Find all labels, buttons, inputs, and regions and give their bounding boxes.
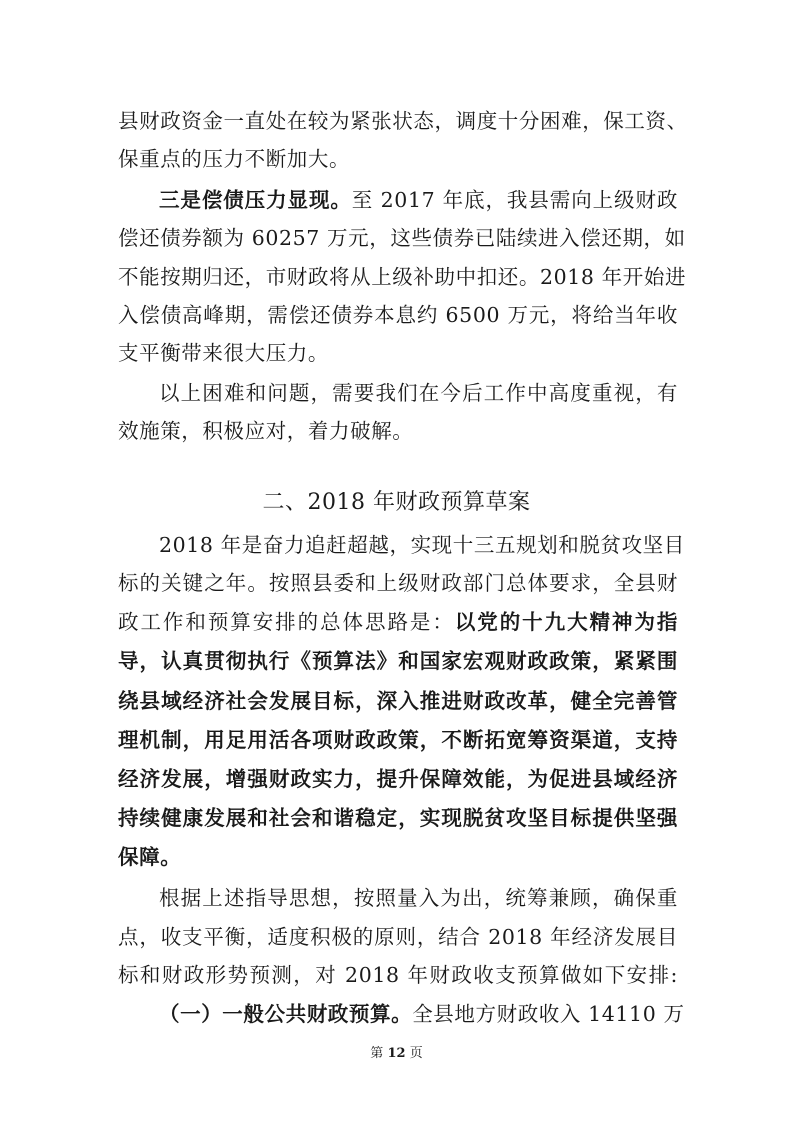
body-line: 效施策，积极应对，着力破解。: [118, 419, 414, 443]
page-number: 12: [387, 1046, 406, 1061]
section-heading: 二、2018 年财政预算草案: [262, 490, 531, 515]
bold-lead-debt: 三是偿债压力显现。: [159, 188, 352, 212]
body-line: 标的关键之年。按照县委和上级财政部门总体要求，全县财: [118, 571, 678, 595]
page-number-footer: [0, 1046, 793, 1062]
mixed-line: [118, 607, 678, 637]
bold-text: 以党的十九大精神为指: [454, 610, 678, 634]
body-text: 政工作和预算安排的总体思路是：: [118, 610, 455, 634]
summary-paragraph-first-line: 以上困难和问题，需要我们在今后工作中高度重视，有: [159, 381, 678, 405]
bold-line: 导，认真贯彻执行《预算法》和国家宏观财政政策，紧紧围: [118, 649, 678, 673]
body-line: 标和财政形势预测，对 2018 年财政收支预算做如下安排:: [118, 963, 678, 987]
general-budget-first-line: [118, 999, 685, 1029]
bold-line: 持续健康发展和社会和谐稳定，实现脱贫攻坚目标提供坚强: [118, 806, 678, 830]
bold-line: 保障。: [118, 845, 182, 869]
body-text: 至 2017 年底，我县需向上级财政: [351, 188, 678, 212]
body-line: 县财政资金一直处在较为紧张状态，调度十分困难，保工资、: [118, 109, 688, 133]
body-line: 不能按期归还，市财政将从上级补助中扣还。2018 年开始进: [118, 265, 687, 289]
debt-paragraph-first-line: [118, 185, 678, 215]
bold-line: 理机制，用足用活各项财政政策，不断拓宽筹资渠道，支持: [118, 728, 678, 752]
principle-paragraph-first-line: 根据上述指导思想，按照量入为出，统筹兼顾，确保重: [159, 886, 678, 910]
body-line: 入偿债高峰期，需偿还债券本息约 6500 万元，将给当年收: [118, 303, 678, 327]
body-text: 全县地方财政收入 14110 万: [412, 1002, 685, 1026]
footer-prefix: 第: [370, 1046, 384, 1061]
footer-suffix: 页: [409, 1046, 423, 1061]
bold-line: 绕县域经济社会发展目标，深入推进财政改革，健全完善管: [118, 689, 678, 713]
bold-line: 经济发展，增强财政实力，提升保障效能，为促进县域经济: [118, 767, 678, 791]
body-line: 支平衡带来很大压力。: [118, 341, 329, 365]
body-line: 偿还债券额为 60257 万元，这些债券已陆续进入偿还期，如: [118, 226, 686, 250]
body-line: 保重点的压力不断加大。: [118, 147, 351, 171]
body-line: 点，收支平衡，适度积极的原则，结合 2018 年经济发展目: [118, 925, 678, 949]
bold-lead-general-budget: （一）一般公共财政预算。: [159, 1002, 413, 1026]
idea-paragraph-first-line: 2018 年是奋力追赶超越，实现十三五规划和脱贫攻坚目: [159, 533, 685, 557]
